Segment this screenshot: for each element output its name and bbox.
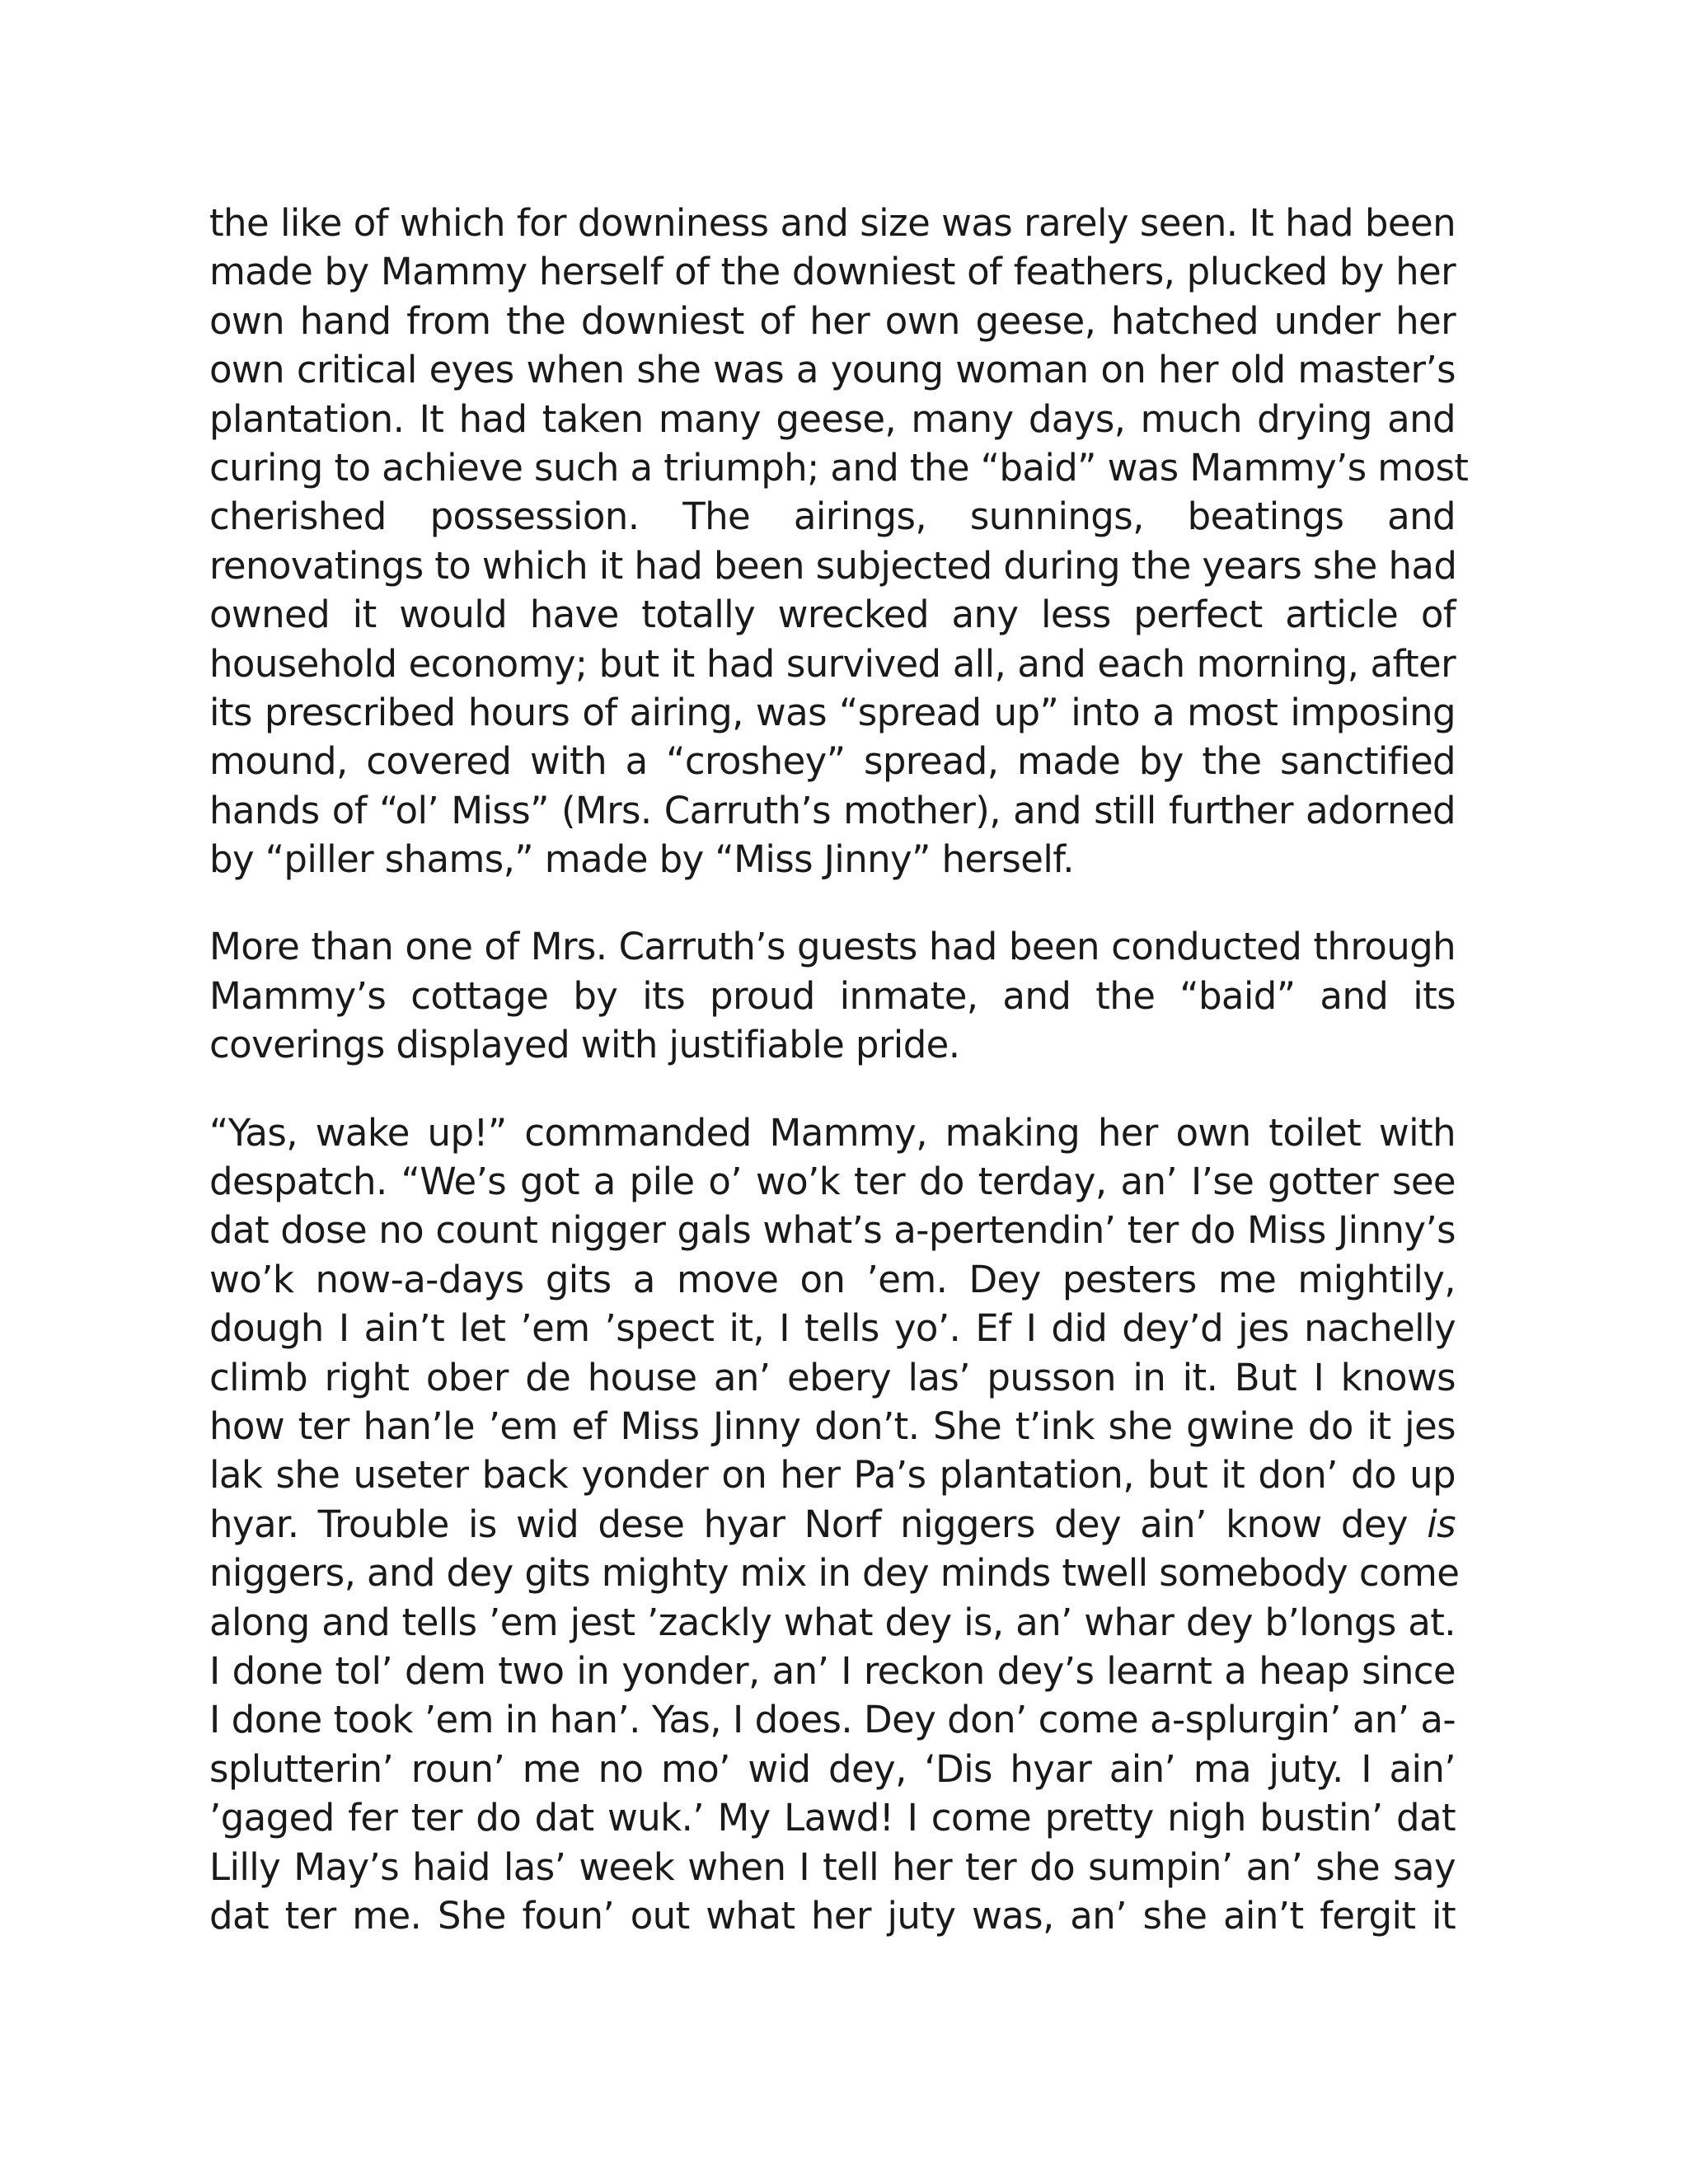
text-line: the like of which for downiness and size was rarely seen. It had been — [209, 201, 1456, 245]
text-line: wo’k now-a-days gits a move on ’em. Dey pesters me mightily, — [209, 1257, 1456, 1301]
text-line: cherished possession. The airings, sunnings, beatings and — [209, 494, 1456, 539]
text-line: its prescribed hours of airing, was “spread up” into a most imposing — [209, 690, 1456, 734]
paragraph-2 — [209, 922, 1456, 1069]
text-segment: hyar. Trouble is wid dese hyar Norf niggers dey ain’ know dey — [209, 1502, 1408, 1546]
body-text — [209, 199, 1469, 1940]
text-line: plantation. It had taken many geese, many days, much drying and — [209, 396, 1456, 441]
text-line: splutterin’ roun’ me no mo’ wid dey, ‘Dis hyar ain’ ma juty. I ain’ — [209, 1746, 1456, 1791]
text-line: Mammy’s cottage by its proud inmate, and the “baid” and its — [209, 973, 1456, 1018]
text-line: dat ter me. She foun’ out what her juty was, an’ she ain’t fergit it — [209, 1893, 1456, 1938]
text-line: own critical eyes when she was a young woman on her old master’s — [209, 348, 1456, 392]
text-line: dough I ain’t let ’em ’spect it, I tells yo’. Ef I did dey’d jes nachelly — [209, 1306, 1456, 1351]
text-line: ’gaged fer ter do dat wuk.’ My Lawd! I come pretty nigh bustin’ dat — [209, 1796, 1456, 1840]
text-line: I done tol’ dem two in yonder, an’ I reckon dey’s learnt a heap since — [209, 1648, 1456, 1693]
text-line: dat dose no count nigger gals what’s a-pertendin’ ter do Miss Jinny’s — [209, 1208, 1456, 1253]
text-line-with-italic — [209, 1500, 1456, 1549]
text-line: household economy; but it had survived all, and each morning, after — [209, 641, 1456, 686]
italic-word: is — [1427, 1502, 1456, 1546]
text-line: More than one of Mrs. Carruth’s guests had been conducted through — [209, 925, 1456, 969]
text-line: coverings displayed with justifiable pride. — [209, 1023, 960, 1067]
text-line: Lilly May’s haid las’ week when I tell her ter do sumpin’ an’ she say — [209, 1844, 1456, 1889]
text-line: owned it would have totally wrecked any less perfect article of — [209, 593, 1456, 637]
text-line: I done took ’em in han’. Yas, I does. Dey don’ come a-splurgin’ an’ a- — [209, 1698, 1456, 1742]
text-line: renovatings to which it had been subjected during the years she had — [209, 543, 1457, 588]
text-line: made by Mammy herself of the downiest of feathers, plucked by her — [209, 250, 1456, 294]
text-line: along and tells ’em jest ’zackly what dey is, an’ whar dey b’longs at. — [209, 1600, 1456, 1644]
text-line: by “piller shams,” made by “Miss Jinny” herself. — [209, 837, 1074, 882]
text-line: own hand from the downiest of her own geese, hatched under her — [209, 298, 1456, 343]
text-line: hands of “ol’ Miss” (Mrs. Carruth’s mother), and still further adorned — [209, 788, 1456, 832]
text-line: climb right ober de house an’ ebery las’ pusson in it. But I knows — [209, 1355, 1456, 1399]
text-line: “Yas, wake up!” commanded Mammy, making her own toilet with — [209, 1110, 1456, 1155]
text-line: niggers, and dey gits mighty mix in dey minds twell somebody come — [209, 1551, 1460, 1596]
paragraph-3 — [209, 1108, 1460, 1941]
text-line: mound, covered with a “croshey” spread, made by the sanctified — [209, 739, 1456, 784]
text-line: how ter han’le ’em ef Miss Jinny don’t. She t’ink she gwine do it jes — [209, 1404, 1456, 1448]
text-line: lak she useter back yonder on her Pa’s plantation, but it don’ do up — [209, 1453, 1456, 1497]
paragraph-1 — [209, 199, 1469, 883]
text-line: despatch. “We’s got a pile o’ wo’k ter do terday, an’ I’se gotter see — [209, 1160, 1456, 1204]
text-line: curing to achieve such a triumph; and the “baid” was Mammy’s most — [209, 445, 1469, 490]
